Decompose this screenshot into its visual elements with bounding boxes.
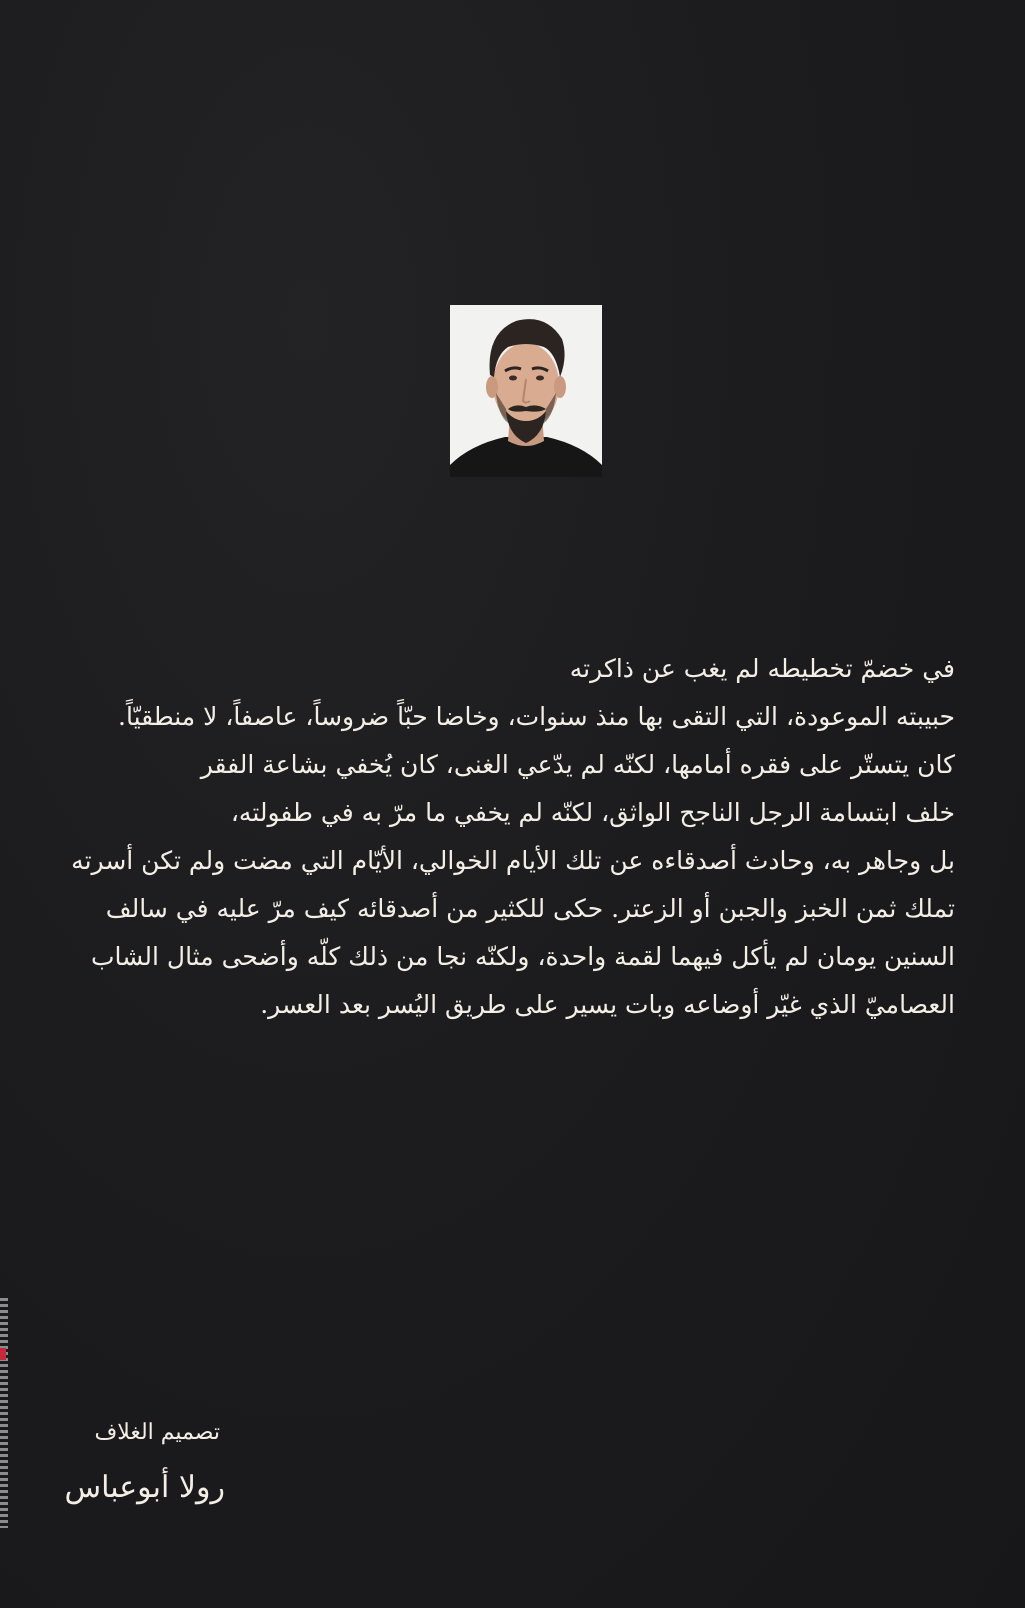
blurb-line: في خضمّ تخطيطه لم يغب عن ذاكرته	[569, 654, 955, 683]
barcode-mark-icon	[0, 1348, 6, 1360]
blurb-line: السنين يومان لم يأكل فيهما لقمة واحدة، ولكنّه نجا من ذلك كلّه وأضحى مثال الشاب	[90, 942, 955, 971]
author-photo	[450, 305, 602, 477]
blurb-line: كان يتستّر على فقره أمامها، لكنّه لم يدّعي الغنى، كان يُخفي بشاعة الفقر	[200, 750, 955, 779]
blurb-line: تملك ثمن الخبز والجبن أو الزعتر. حكى للكثير من أصدقائه كيف مرّ عليه في سالف	[105, 894, 955, 923]
cover-design-label: تصميم الغلاف	[94, 1420, 220, 1445]
blurb-line: العصاميّ الذي غيّر أوضاعه وبات يسير على طريق اليُسر بعد العسر.	[260, 990, 955, 1019]
book-blurb	[71, 645, 955, 1029]
barcode-edge-icon	[0, 1298, 8, 1528]
blurb-line: خلف ابتسامة الرجل الناجح الواثق، لكنّه لم يخفي ما مرّ به في طفولته،	[230, 798, 955, 827]
blurb-line: حبيبته الموعودة، التي التقى بها منذ سنوات، وخاضا حبّاً ضروساً، عاصفاً، لا منطقيّاً.	[118, 702, 955, 731]
blurb-line: بل وجاهر به، وحادث أصدقاءه عن تلك الأيام الخوالي، الأيّام التي مضت ولم تكن أسرته	[71, 846, 955, 875]
cover-designer-name: رولا أبوعباس	[64, 1470, 225, 1505]
author-portrait-icon	[450, 305, 602, 477]
